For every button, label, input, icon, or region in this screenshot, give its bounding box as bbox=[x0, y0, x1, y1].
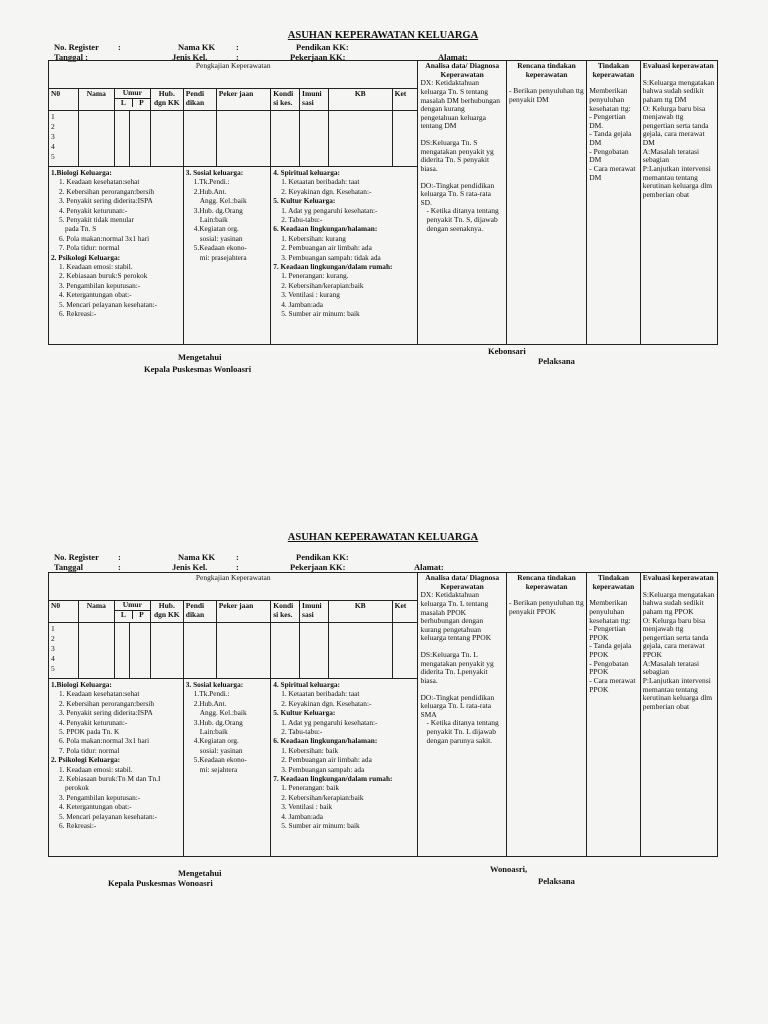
jenis-kel-label: Jenis Kel. bbox=[172, 562, 208, 572]
spiritual-lingkungan-cell bbox=[271, 679, 418, 857]
alamat-label: Alamat: bbox=[414, 562, 444, 572]
evaluasi-p: P:Lanjutkan intervensi memantau tentang kerutinan keluarga dlm pemberian obat bbox=[642, 163, 713, 199]
col-peker: Peker jaan bbox=[216, 89, 271, 111]
evaluasi-o: O: Kelurga baru bisa menjawab ttg pengertian serta tanda gejala, cara merawat DM bbox=[642, 103, 709, 147]
pendikan-label: Pendikan KK: bbox=[296, 42, 349, 52]
assessment-item: 5. Penyakit tidak menular bbox=[59, 215, 134, 225]
assessment-item: 3. Pengambilan keputusan:- bbox=[59, 280, 141, 290]
assessment-item: 4.Kegiatan org. bbox=[193, 224, 239, 234]
assessment-item: 1. Keadaan kesehatan:sehat bbox=[59, 689, 140, 699]
col-hub: Hub. dgn KK bbox=[150, 601, 183, 623]
assessment-item: sosial: yasinan bbox=[199, 233, 243, 243]
assessment-item: 3. Penyakit sering diderita:ISPA bbox=[59, 708, 153, 718]
col-umur-p: P bbox=[139, 609, 144, 619]
assessment-item: 5. Mencari pelayanan kesehatan:- bbox=[59, 811, 158, 821]
member-number: 3 bbox=[51, 644, 55, 653]
rencana-header: Rencana tindakan keperawatan bbox=[517, 573, 576, 591]
assessment-item: mi: sejahtera bbox=[199, 764, 238, 774]
tindakan-header: Tindakan keperawatan bbox=[592, 573, 635, 591]
assessment-item: 1. Ketaatan beribadah: taat bbox=[281, 177, 360, 187]
form-title: ASUHAN KEPERAWATAN KELUARGA bbox=[287, 532, 479, 543]
rencana-item: - Berikan penyuluhan ttg penyakit DM bbox=[508, 86, 584, 104]
no-register-label: No. Register bbox=[54, 552, 99, 562]
col-pendi: Pendi dikan bbox=[183, 601, 216, 623]
assessment-item: 3. Ventilasi : kurang bbox=[281, 290, 340, 300]
assessment-item: 2. Kebersihan perorangan:bersih bbox=[59, 186, 155, 196]
assessment-table bbox=[48, 572, 718, 857]
assessment-item: 7. Pola tidur: normal bbox=[59, 745, 120, 755]
cell-imuni bbox=[300, 623, 329, 679]
analisa-dx: DX: Ketidaktahuan keluarga Tn. L tentang masalah PPOK berhubungan dengan kurang pengetahuan keluarga tentang PPOK bbox=[420, 590, 492, 643]
member-number: 5 bbox=[51, 152, 55, 161]
assessment-item: 1. Keadaan kesehatan:sehat bbox=[59, 177, 140, 187]
cell-p bbox=[130, 111, 151, 167]
assessment-item: 5.Keadaan ekono- bbox=[193, 243, 247, 253]
assessment-item: 2. Tabu-tabu:- bbox=[281, 727, 323, 737]
assessment-item: Lain:baik bbox=[199, 727, 228, 737]
col-kb: KB bbox=[328, 89, 392, 111]
assessment-item: 3. Pengambilan keputusan:- bbox=[59, 792, 141, 802]
kepala-puskesmas-label: Kepala Puskesmas Wonoasri bbox=[108, 878, 213, 888]
section-heading: 2. Psikologi Keluarga: bbox=[51, 755, 121, 765]
col-umur-l: L bbox=[115, 99, 133, 108]
section-heading: 4. Spiritual keluarga: bbox=[273, 168, 340, 177]
col-pendi: Pendi dikan bbox=[183, 89, 216, 111]
col-umur-label: Umur bbox=[122, 88, 142, 97]
assessment-item: Angg. Kel.:baik bbox=[199, 708, 247, 718]
cell-pendi bbox=[183, 623, 216, 679]
assessment-item: 2. Pembuangan air limbah: ada bbox=[281, 755, 372, 765]
section-heading: 6. Keadaan lingkungan/halaman: bbox=[273, 736, 378, 746]
col-peker: Peker jaan bbox=[216, 601, 271, 623]
member-number: 1 bbox=[51, 112, 55, 121]
col-umur-p: P bbox=[139, 97, 144, 107]
assessment-item: 2.Hub.Ant. bbox=[193, 698, 227, 708]
evaluasi-header: Evaluasi keperawatan bbox=[642, 61, 714, 70]
col-kondi: Kondi si kes. bbox=[271, 89, 300, 111]
assessment-item: 1. Keadaan emosi: stabil. bbox=[59, 262, 133, 272]
mengetahui-label: Mengetahui bbox=[178, 352, 222, 362]
assessment-item: 1.Tk.Pendi.: bbox=[193, 689, 230, 699]
assessment-item: 1. Adat yg pengaruhi kesehatan:- bbox=[281, 717, 378, 727]
tanggal-label: Tanggal bbox=[54, 562, 83, 572]
cell-nama bbox=[78, 111, 114, 167]
tindakan-header: Tindakan keperawatan bbox=[592, 61, 635, 79]
analisa-column bbox=[418, 573, 507, 857]
analisa-do-2: - Ketika ditanya tentang penyakit Tn. L dijawab dengan parunya sakit. bbox=[426, 718, 499, 745]
nama-kk-colon: : bbox=[236, 552, 239, 562]
member-number: 5 bbox=[51, 664, 55, 673]
analisa-ds: DS:Keluarga Tn. L mengatakan penyakit yg diderita Tn. Lpenyakit biasa. bbox=[420, 650, 494, 685]
section-heading: 1.Biologi Keluarga: bbox=[51, 168, 112, 177]
cell-l bbox=[114, 623, 129, 679]
analisa-do: DO:-Tingkat pendidikan keluarga Tn. S rata-rata SD. bbox=[420, 180, 495, 207]
assessment-item: 2. Keyakinan dgn. Kesehatan:- bbox=[281, 698, 372, 708]
analisa-do-2: - Ketika ditanya tentang penyakit Tn. S, dijawab dengan seenaknya. bbox=[426, 206, 499, 233]
assessment-item: 5. Sumber air minum: baik bbox=[281, 821, 360, 831]
evaluasi-s: S:Keluarga mengatakan bahwa sudah sedikit paham ttg PPOK bbox=[642, 589, 715, 616]
alamat-label: Alamat: bbox=[438, 52, 468, 62]
member-number: 4 bbox=[51, 654, 55, 663]
rencana-column bbox=[506, 61, 586, 345]
col-no: N0 bbox=[49, 601, 79, 623]
no-register-colon: : bbox=[118, 552, 121, 562]
member-number: 1 bbox=[51, 624, 55, 633]
member-number: 3 bbox=[51, 132, 55, 141]
assessment-item: 2. Kebersihan/kerapian:baik bbox=[281, 280, 364, 290]
assessment-item: 6. Rekreasi:- bbox=[59, 821, 97, 831]
assessment-item: 1. Keadaan emosi: stabil. bbox=[59, 764, 133, 774]
pekerjaan-label: Pekerjaan KK: bbox=[290, 52, 346, 62]
evaluasi-column bbox=[640, 573, 717, 857]
section-heading: 7. Keadaan lingkungan/dalam rumah: bbox=[273, 262, 393, 272]
assessment-item: 3. Pembuangan sampah: ada bbox=[281, 764, 365, 774]
sosial-list bbox=[186, 168, 268, 262]
assessment-item: 2. Kebersihan perorangan:bersih bbox=[59, 698, 155, 708]
analisa-dx: DX: Ketidaktahuan keluarga Tn. S tentang masalah DM berhubungan dengan kurang pengetahuan keluarga tentang DM bbox=[420, 78, 501, 131]
assessment-item: 4. Ketergantungan obat:- bbox=[59, 802, 132, 812]
analisa-header: Analisa data/ Diagnosa Keperawatan bbox=[425, 573, 500, 591]
cell-l bbox=[114, 111, 129, 167]
member-number: 2 bbox=[51, 634, 55, 643]
spiritual-lingkungan-list bbox=[273, 680, 415, 831]
assessment-item: 4. Ketergantungan obat:- bbox=[59, 290, 132, 300]
section-heading: 1.Biologi Keluarga: bbox=[51, 680, 112, 689]
assessment-item: 5.Keadaan ekono- bbox=[193, 755, 247, 765]
assessment-item: 1. Ketaatan beribadah: taat bbox=[281, 689, 360, 699]
rencana-item: - Berikan penyuluhan ttg penyakit PPOK bbox=[508, 598, 584, 616]
pelaksana-label: Pelaksana bbox=[538, 876, 575, 886]
assessment-item: 2. Keyakinan dgn. Kesehatan:- bbox=[281, 186, 372, 196]
col-nama: Nama bbox=[78, 89, 114, 111]
sosial-cell bbox=[183, 167, 270, 345]
assessment-item: mi: prasejahtera bbox=[199, 252, 247, 262]
evaluasi-p: P:Lanjutkan intervensi memantau tentang kerutinan keluarga dlm pemberian obat bbox=[642, 675, 713, 711]
evaluasi-a: A:Masalah teratasi sebagian bbox=[642, 658, 700, 677]
evaluasi-s: S:Keluarga mengatakan bahwa sudah sedikit paham ttg DM bbox=[642, 77, 715, 104]
assessment-item: 7. Pola tidur: normal bbox=[59, 243, 120, 253]
assessment-item: 4. Penyakit keturunan:- bbox=[59, 717, 128, 727]
cell-ket bbox=[392, 623, 418, 679]
biologi-psikologi-cell bbox=[49, 679, 184, 857]
biologi-psikologi-list bbox=[51, 168, 181, 319]
col-hub: Hub. dgn KK bbox=[150, 89, 183, 111]
assessment-item: 1. Kebersihan: kurang bbox=[281, 233, 346, 243]
analisa-column bbox=[418, 61, 507, 345]
assessment-item: 2. Kebersihan/kerapian:baik bbox=[281, 792, 364, 802]
col-kondi: Kondi si kes. bbox=[271, 601, 300, 623]
mengetahui-label: Mengetahui bbox=[178, 868, 222, 878]
pelaksana-label: Pelaksana bbox=[538, 356, 575, 366]
biologi-psikologi-list bbox=[51, 680, 181, 831]
cell-imuni bbox=[300, 111, 329, 167]
assessment-item: 2.Hub.Ant. bbox=[193, 186, 227, 196]
cell-pendi bbox=[183, 111, 216, 167]
section-heading: 5. Kultur Keluarga: bbox=[273, 196, 336, 206]
no-register-colon: : bbox=[118, 42, 121, 52]
tindakan-item-1: - Pengertian PPOK bbox=[589, 624, 626, 642]
assessment-item: 1. Penerangan: kurang. bbox=[281, 271, 349, 281]
assessment-table bbox=[48, 60, 718, 345]
pekerjaan-label: Pekerjaan KK: bbox=[290, 562, 346, 572]
pengkajian-header: Pengkajian Keperawatan bbox=[49, 61, 418, 89]
col-umur bbox=[114, 89, 150, 111]
cell-ket bbox=[392, 111, 418, 167]
assessment-item: 3. Penyakit sering diderita:ISPA bbox=[59, 196, 153, 206]
col-imuni: Imuni sasi bbox=[300, 601, 329, 623]
section-heading: 4. Spiritual keluarga: bbox=[273, 680, 340, 689]
sosial-cell bbox=[183, 679, 270, 857]
tindakan-item-3: - Pengobatan PPOK bbox=[589, 658, 629, 677]
analisa-ds: DS:Keluarga Tn. S mengatakan penyakit yg diderita Tn. S penyakit biasa. bbox=[420, 138, 494, 173]
col-kb: KB bbox=[328, 601, 392, 623]
section-heading: 3. Sosial keluarga: bbox=[185, 680, 244, 689]
assessment-item: 2. Pembuangan air limbah: ada bbox=[281, 243, 372, 253]
tindakan-item-3: - Pengobatan DM bbox=[589, 146, 629, 165]
place-label: Kebonsari bbox=[488, 346, 526, 356]
assessment-item: pada Tn. S bbox=[65, 224, 97, 234]
assessment-item: 5. PPOK pada Tn. K bbox=[59, 727, 120, 737]
tindakan-item-4: - Cara merawat PPOK bbox=[589, 675, 636, 694]
assessment-item: Angg. Kel.:baik bbox=[199, 196, 247, 206]
jenis-kel-colon: : bbox=[236, 52, 239, 62]
section-heading: 7. Keadaan lingkungan/dalam rumah: bbox=[273, 774, 393, 784]
assessment-item: 2. Kebiasaan buruk:Tn M dan Tn.I bbox=[59, 774, 161, 784]
col-imuni: Imuni sasi bbox=[300, 89, 329, 111]
evaluasi-o: O: Kelurga baru bisa menjawab ttg pengertian serta tanda gejala, cara merawat PPOK bbox=[642, 615, 709, 659]
member-numbers bbox=[49, 623, 79, 679]
assessment-item: 6. Rekreasi:- bbox=[59, 309, 97, 319]
tanggal-label: Tanggal : bbox=[54, 52, 88, 62]
member-number: 4 bbox=[51, 142, 55, 151]
assessment-item: 3.Hub. dg.Orang bbox=[193, 205, 243, 215]
tindakan-item-1: - Pengertian DM. bbox=[589, 112, 626, 130]
assessment-item: 6. Pola makan:normal 3x1 hari bbox=[59, 233, 150, 243]
assessment-item: 6. Pola makan:normal 3x1 hari bbox=[59, 736, 150, 746]
rencana-column bbox=[506, 573, 586, 857]
col-umur-label: Umur bbox=[122, 600, 142, 609]
cell-peker bbox=[216, 623, 271, 679]
no-register-label: No. Register bbox=[54, 42, 99, 52]
col-no: N0 bbox=[49, 89, 79, 111]
assessment-item: sosial: yasinan bbox=[199, 745, 243, 755]
col-nama: Nama bbox=[78, 601, 114, 623]
cell-kb bbox=[328, 623, 392, 679]
assessment-item: 1. Adat yg pengaruhi kesehatan:- bbox=[281, 205, 378, 215]
assessment-item: 2. Kebiasaan buruk:S perokok bbox=[59, 271, 148, 281]
jenis-kel-colon: : bbox=[236, 562, 239, 572]
cell-p bbox=[130, 623, 151, 679]
member-numbers bbox=[49, 111, 79, 167]
col-umur bbox=[114, 601, 150, 623]
assessment-item: 4.Kegiatan org. bbox=[193, 736, 239, 746]
cell-hub bbox=[150, 623, 183, 679]
cell-kb bbox=[328, 111, 392, 167]
jenis-kel-label: Jenis Kel. bbox=[172, 52, 208, 62]
assessment-item: 5. Mencari pelayanan kesehatan:- bbox=[59, 299, 158, 309]
sosial-list bbox=[186, 680, 268, 774]
tindakan-intro: Memberikan penyuluhan kesehatan ttg: bbox=[589, 86, 631, 113]
col-ket: Ket bbox=[392, 89, 418, 111]
section-heading: 6. Keadaan lingkungan/halaman: bbox=[273, 224, 378, 234]
cell-peker bbox=[216, 111, 271, 167]
nama-kk-label: Nama KK bbox=[178, 42, 216, 52]
tindakan-column bbox=[587, 61, 641, 345]
assessment-item: 1. Penerangan: baik bbox=[281, 783, 339, 793]
evaluasi-a: A:Masalah teratasi sebagian bbox=[642, 146, 700, 165]
tanggal-colon: : bbox=[118, 562, 121, 572]
cell-hub bbox=[150, 111, 183, 167]
member-number: 2 bbox=[51, 122, 55, 131]
section-heading: 5. Kultur Keluarga: bbox=[273, 708, 336, 718]
nama-kk-colon: : bbox=[236, 42, 239, 52]
kepala-puskesmas-label: Kepala Puskesmas Wonloasri bbox=[144, 364, 252, 374]
tindakan-item-2: - Tanda gejala DM bbox=[589, 129, 632, 147]
cell-kondi bbox=[271, 623, 300, 679]
pendikan-label: Pendikan KK: bbox=[296, 552, 349, 562]
col-umur-l: L bbox=[115, 611, 133, 620]
pengkajian-header: Pengkajian Keperawatan bbox=[49, 573, 418, 601]
form-title: ASUHAN KEPERAWATAN KELUARGA bbox=[287, 30, 479, 41]
section-heading: 3. Sosial keluarga: bbox=[185, 168, 244, 177]
evaluasi-header: Evaluasi keperawatan bbox=[642, 573, 714, 582]
biologi-psikologi-cell bbox=[49, 167, 184, 345]
assessment-item: 4. Jamban:ada bbox=[281, 811, 323, 821]
assessment-item: 5. Sumber air minum: baik bbox=[281, 309, 360, 319]
spiritual-lingkungan-cell bbox=[271, 167, 418, 345]
assessment-item: Lain:baik bbox=[199, 215, 228, 225]
assessment-item: 2. Tabu-tabu:- bbox=[281, 215, 323, 225]
analisa-header: Analisa data/ Diagnosa Keperawatan bbox=[425, 61, 500, 79]
spiritual-lingkungan-list bbox=[273, 168, 415, 319]
nama-kk-label: Nama KK bbox=[178, 552, 216, 562]
section-heading: 2. Psikologi Keluarga: bbox=[51, 252, 121, 262]
tindakan-column bbox=[587, 573, 641, 857]
assessment-item: 1.Tk.Pendi.: bbox=[193, 177, 230, 187]
assessment-item: 3.Hub. dg.Orang bbox=[193, 717, 243, 727]
analisa-do: DO:-Tingkat pendidikan keluarga Tn. L rata-rata SMA bbox=[420, 692, 495, 719]
col-ket: Ket bbox=[392, 601, 418, 623]
tindakan-item-4: - Cara merawat DM bbox=[589, 163, 636, 182]
assessment-item: 4. Jamban:ada bbox=[281, 299, 323, 309]
assessment-item: 1. Kebersihan: baik bbox=[281, 745, 339, 755]
cell-kondi bbox=[271, 111, 300, 167]
cell-nama bbox=[78, 623, 114, 679]
evaluasi-column bbox=[640, 61, 717, 345]
tindakan-item-2: - Tanda gejala PPOK bbox=[589, 641, 632, 659]
assessment-item: 4. Penyakit keturunan:- bbox=[59, 205, 128, 215]
assessment-item: perokok bbox=[65, 783, 89, 793]
rencana-header: Rencana tindakan keperawatan bbox=[517, 61, 576, 79]
tindakan-intro: Memberikan penyuluhan kesehatan ttg: bbox=[589, 598, 631, 625]
assessment-item: 3. Ventilasi : baik bbox=[281, 802, 333, 812]
place-label: Wonoasri, bbox=[490, 864, 528, 874]
assessment-item: 3. Pembuangan sampah: tidak ada bbox=[281, 252, 381, 262]
